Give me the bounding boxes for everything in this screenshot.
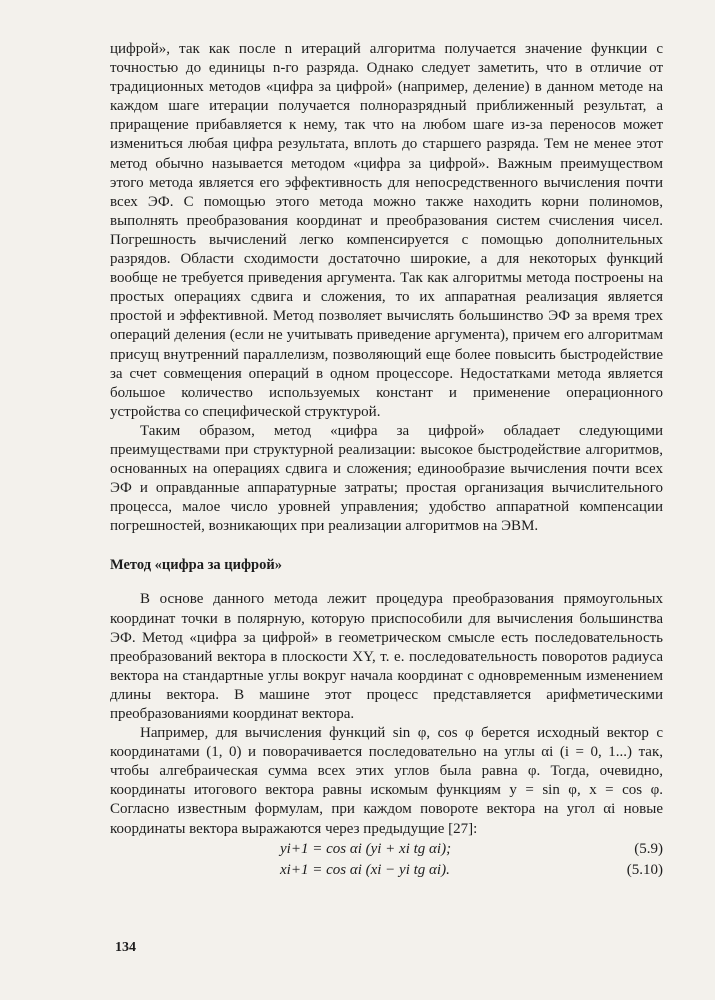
paragraph-3: В основе данного метода лежит процедура преобразования прямоугольных координат точки в полярную, которую приспособили для вычисления большинства ЭФ. Метод «цифра за цифрой» в геометрическом смысле есть последовательность преобразований вектора в плоскости XY, т. е. последовательность поворотов радиуса вектора на стандартные углы вокруг начала координат с одновременным изменением длины вектора. В машине этот процесс представляется арифметическими преобразованиями координат вектора. (110, 591, 663, 722)
paragraph-2: Таким образом, метод «цифра за цифрой» обладает следующими преимуществами при структурной реализации: высокое быстродействие алгоритмов, основанных на операциях сдвига и сложения; единообразие вычисления почти всех ЭФ и оправданные аппаратурные затраты; простая организация вычислительного процесса, малое число уровней управления; удобство аппаратной компенсации погрешностей, возникающих при реализации алгоритмов на ЭВМ. (110, 422, 663, 535)
paragraph-4: Например, для вычисления функций sin φ, cos φ берется исходный вектор с координатами (1, 0) и поворачивается последовательно на углы αi (i = 0, 1...) так, чтобы алгебраическая сумма всех этих углов была равна φ. Тогда, очевидно, координаты итогового вектора равны искомым функциям y = sin φ, x = cos φ. Согласно известным формулам, при каждом повороте вектора на угол αi новые координаты вектора выражаются через предыдущие [27]: (110, 725, 663, 837)
paragraph-1: цифрой», так как после n итераций алгоритма получается значение функции с точностью до единицы n-го разряда. Однако следует заметить, что в отличие от традиционных методов «цифра за цифрой» (например, деление) в данном методе на каждом шаге итерации получается полноразрядный приближенный результат, а приращение прибавляется к нему, так что на любом шаге из-за переносов может измениться любая цифра результата, вплоть до старшего разряда. Тем не менее этот метод обычно называется методом «цифра за цифрой». Важным преимуществом этого метода является его эффективность для непосредственного вычисления почти всех ЭФ. С помощью этого метода можно также находить корни полиномов, выполнять преобразования координат и преобразования систем счисления чисел. Погрешность вычислений легко компенсируется с помощью дополнительных разрядов. Области сходимости достаточно широкие, а для некоторых функций вообще не требуется приведения аргумента. Так как алгоритмы метода построены на простых операциях сдвига и сложения, то их аппаратная реализация является простой и эффективной. Метод позволяет вычислять большинство ЭФ за время трех операций деления (если не учитывать приведение аргумента), причем его алгоритмам присущ внутренний параллелизм, позволяющий еще более повысить быстродействие за счет совмещения операций в одном процессоре. Недостатками метода является большое количество используемых констант и применение операционного устройства со специфической структурой. (110, 41, 663, 420)
formula-5-10-number: (5.10) (626, 861, 663, 878)
formula-5-10-expression: xi+1 = cos αi (xi − yi tg αi). (280, 861, 450, 878)
formula-5-9-expression: yi+1 = cos αi (yi + xi tg αi); (280, 840, 452, 857)
formula-5-9-number: (5.9) (634, 840, 663, 857)
page-number: 134 (115, 940, 136, 955)
formula-5-9 (110, 839, 663, 860)
formula-5-10 (110, 860, 663, 881)
section-heading: Метод «цифра за цифрой» (110, 557, 282, 574)
